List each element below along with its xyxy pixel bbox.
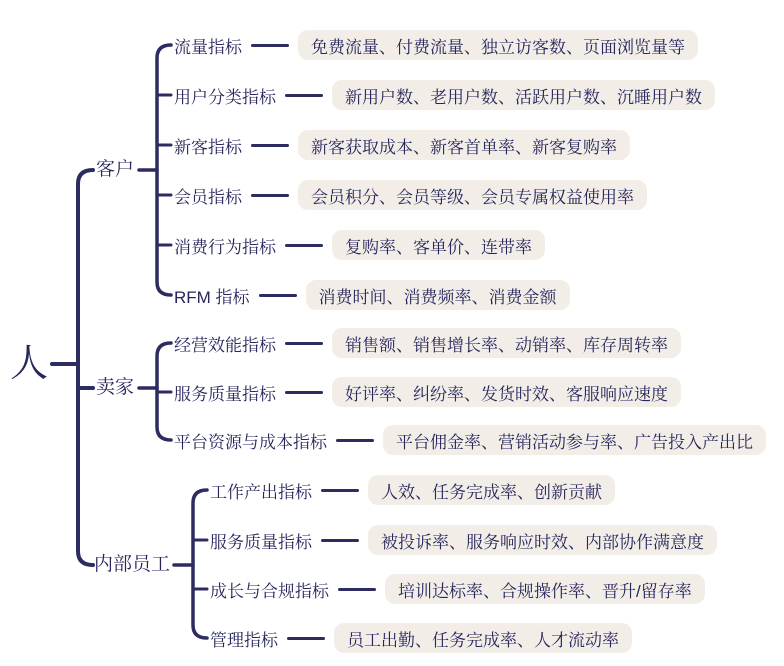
connector-customer-trunk: [157, 45, 171, 295]
connector-employee-trunk: [193, 490, 207, 638]
branch-label[interactable]: 流量指标: [174, 37, 242, 57]
branch-label[interactable]: 成长与合规指标: [210, 581, 329, 601]
leaf-node[interactable]: 平台佣金率、营销活动参与率、广告投入产出比: [383, 425, 766, 455]
branch-connector: [321, 539, 359, 542]
branch-row: [174, 425, 766, 455]
leaf-node[interactable]: 培训达标率、合规操作率、晋升/留存率: [385, 574, 705, 604]
leaf-node[interactable]: 新客获取成本、新客首单率、新客复购率: [298, 130, 630, 160]
branch-row: [174, 180, 647, 210]
branch-label[interactable]: 平台资源与成本指标: [174, 432, 327, 452]
branch-connector: [251, 144, 289, 147]
branch-row: [210, 574, 705, 604]
group-node-seller[interactable]: 卖家: [96, 377, 135, 398]
branch-connector: [285, 94, 323, 97]
branch-connector: [251, 44, 289, 47]
leaf-node[interactable]: 员工出勤、任务完成率、人才流动率: [334, 623, 632, 653]
branch-row: [174, 328, 681, 358]
branch-label[interactable]: 管理指标: [210, 630, 278, 650]
leaf-node[interactable]: 新用户数、老用户数、活跃用户数、沉睡用户数: [332, 80, 715, 110]
root-node[interactable]: 人: [10, 343, 50, 385]
leaf-node[interactable]: 会员积分、会员等级、会员专属权益使用率: [298, 180, 647, 210]
branch-label[interactable]: 工作产出指标: [210, 482, 312, 502]
branch-row: [174, 230, 545, 260]
branch-row: [210, 475, 615, 505]
branch-connector: [251, 194, 289, 197]
leaf-node[interactable]: 免费流量、付费流量、独立访客数、页面浏览量等: [298, 30, 698, 60]
branch-connector: [287, 637, 325, 640]
branch-row: [174, 377, 681, 407]
branch-connector: [285, 342, 323, 345]
group-node-employee[interactable]: 内部员工: [94, 554, 171, 575]
branch-row: [174, 280, 570, 310]
leaf-node[interactable]: 消费时间、消费频率、消费金额: [306, 280, 570, 310]
branch-connector: [285, 391, 323, 394]
branch-label[interactable]: 新客指标: [174, 137, 242, 157]
branch-row: [174, 30, 698, 60]
leaf-node[interactable]: 被投诉率、服务响应时效、内部协作满意度: [368, 525, 717, 555]
branch-row: [174, 80, 715, 110]
branch-label[interactable]: 服务质量指标: [210, 532, 312, 552]
branch-label[interactable]: 用户分类指标: [174, 87, 276, 107]
branch-row: [210, 623, 632, 653]
branch-connector: [338, 588, 376, 591]
branch-connector: [285, 244, 323, 247]
branch-row: [174, 130, 630, 160]
branch-connector: [321, 489, 359, 492]
leaf-node[interactable]: 人效、任务完成率、创新贡献: [368, 475, 615, 505]
branch-label[interactable]: 经营效能指标: [174, 335, 276, 355]
branch-row: [210, 525, 717, 555]
leaf-node[interactable]: 复购率、客单价、连带率: [332, 230, 545, 260]
group-node-customer[interactable]: 客户: [96, 159, 135, 180]
branch-label[interactable]: 消费行为指标: [174, 237, 276, 257]
branch-label[interactable]: 会员指标: [174, 187, 242, 207]
connector-main-spine: [78, 170, 93, 565]
branch-label[interactable]: RFM 指标: [174, 287, 250, 307]
branch-connector: [259, 294, 297, 297]
branch-label[interactable]: 服务质量指标: [174, 384, 276, 404]
leaf-node[interactable]: 销售额、销售增长率、动销率、库存周转率: [332, 328, 681, 358]
branch-connector: [336, 439, 374, 442]
leaf-node[interactable]: 好评率、纠纷率、发货时效、客服响应速度: [332, 377, 681, 407]
